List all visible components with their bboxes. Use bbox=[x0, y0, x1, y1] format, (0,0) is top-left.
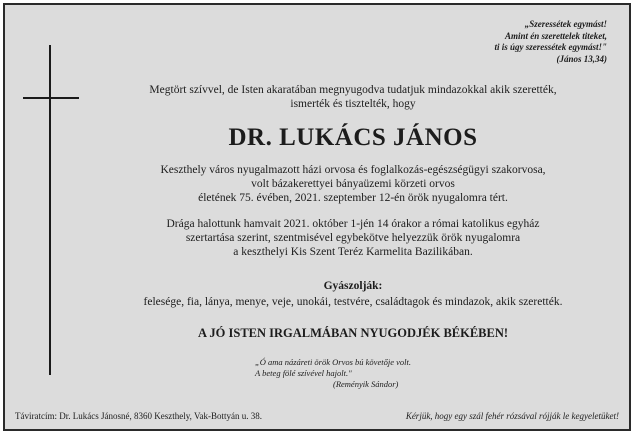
top-quote-line: Amint én szerettelek titeket, bbox=[505, 30, 607, 41]
deceased-name: DR. LUKÁCS JÁNOS bbox=[228, 124, 478, 151]
bio-text bbox=[85, 163, 621, 205]
cross-icon bbox=[49, 45, 51, 375]
telegram-address: Táviratcím: Dr. Lukács Jánosné, 8360 Keszthely, Vak-Bottyán u. 38. bbox=[15, 411, 262, 421]
prayer-text: A JÓ ISTEN IRGALMÁBAN NYUGODJÉK BÉKÉBEN! bbox=[197, 326, 509, 340]
intro-line: ismerték és tisztelték, hogy bbox=[290, 98, 416, 110]
bottom-quote bbox=[255, 357, 411, 390]
funeral-line: szertartása szerint, szentmisével egybekötve helyezzük örök nyugalomra bbox=[185, 232, 521, 244]
footer-request: Kérjük, hogy egy szál fehér rózsával rójják le kegyeletüket! bbox=[405, 411, 619, 421]
bottom-quote-author: (Reményik Sándor) bbox=[333, 379, 399, 389]
mourners-list: felesége, fia, lánya, menye, veje, unokái, testvére, családtagok és mindazok, akik szerették. bbox=[143, 296, 563, 308]
bio-line: volt bázakerettyei bányaüzemi körzeti orvos bbox=[251, 178, 455, 190]
mourners-title: Gyászolják: bbox=[323, 280, 383, 292]
bio-line: életének 75. évében, 2021. szeptember 12-én örök nyugalomra tért. bbox=[198, 192, 508, 204]
bottom-quote-line: „Ó ama názáreti örök Orvos bú követője volt. bbox=[255, 357, 411, 367]
bio-line: Keszthely város nyugalmazott házi orvosa és foglalkozás-egészségügyi szakorvosa, bbox=[160, 164, 546, 176]
top-quote bbox=[495, 19, 608, 65]
obituary-notice bbox=[3, 3, 631, 431]
cross-icon-bar bbox=[23, 97, 79, 99]
top-quote-line: ti is úgy szeressétek egymást!" bbox=[494, 42, 607, 52]
funeral-line: Drága halottunk hamvait 2021. október 1-jén 14 órakor a római katolikus egyház bbox=[166, 218, 540, 230]
intro-line: Megtört szívvel, de Isten akaratában megnyugodva tudatjuk mindazokkal akik szerették, bbox=[149, 84, 557, 96]
funeral-line: a keszthelyi Kis Szent Teréz Karmelita Bazilikában. bbox=[233, 246, 473, 258]
funeral-text bbox=[85, 217, 621, 259]
top-quote-reference: (János 13,34) bbox=[556, 53, 607, 64]
bottom-quote-line: A beteg fölé szívével hajolt." bbox=[255, 368, 352, 378]
top-quote-line: „Szeressétek egymást! bbox=[524, 19, 607, 29]
intro-text bbox=[85, 83, 621, 111]
